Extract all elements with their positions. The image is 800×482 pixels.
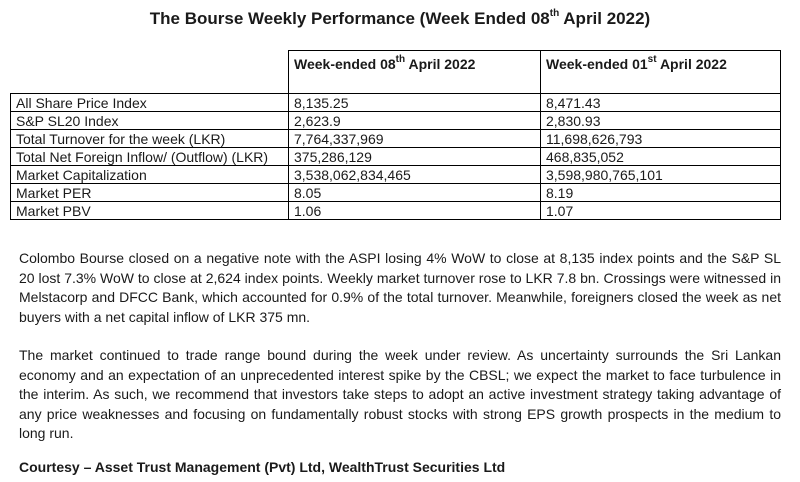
- page-title: [0, 9, 800, 29]
- row-label: Market PER: [11, 184, 289, 202]
- row-current-value: 7,764,337,969: [289, 130, 541, 148]
- row-previous-value: 11,698,626,793: [541, 130, 781, 148]
- table-header-row: [11, 51, 781, 94]
- table-row: [11, 184, 781, 202]
- header-current-suffix: April 2022: [405, 56, 476, 72]
- row-previous-value: 8.19: [541, 184, 781, 202]
- table-row: [11, 202, 781, 220]
- row-current-value: 8.05: [289, 184, 541, 202]
- market-outlook-paragraph: The market continued to trade range bound during the week under review. As uncertainty surrounds the Sri Lankan economy and an expectation of an unprecedented interest spike by the CBSL; we expect the market to face turbulence in the interim. As such, we recommend that investors take steps to adopt an active investment strategy taking advantage of any price weaknesses and focusing on fundamentally robust stocks with strong EPS growth prospects in the medium to long run.: [19, 347, 781, 441]
- header-current-week: [289, 51, 541, 94]
- row-label: Market Capitalization: [11, 166, 289, 184]
- row-current-value: 1.06: [289, 202, 541, 220]
- table-row: [11, 94, 781, 112]
- row-label: All Share Price Index: [11, 94, 289, 112]
- header-current-prefix: Week-ended 08: [294, 56, 396, 72]
- row-label: Market PBV: [11, 202, 289, 220]
- courtesy-line: Courtesy – Asset Trust Management (Pvt) Ltd, WealthTrust Securities Ltd: [19, 459, 506, 475]
- row-current-value: 3,538,062,834,465: [289, 166, 541, 184]
- performance-table: [10, 50, 781, 220]
- market-summary-paragraph: Colombo Bourse closed on a negative note with the ASPI losing 4% WoW to close at 8,135 index points and the S&P SL 20 lost 7.3% WoW to close at 2,624 index points. Weekly market turnover rose to LKR 7.8 bn. Crossings were witnessed in Melstacorp and DFCC Bank, which accounted for 0.9% of the total turnover. Meanwhile, foreigners closed the week as net buyers with a net capital inflow of LKR 375 mn.: [19, 250, 781, 325]
- row-previous-value: 3,598,980,765,101: [541, 166, 781, 184]
- header-previous-week: [541, 51, 781, 94]
- row-previous-value: 468,835,052: [541, 148, 781, 166]
- header-blank-cell: [11, 51, 289, 94]
- header-previous-sup: st: [647, 54, 657, 66]
- row-label: Total Turnover for the week (LKR): [11, 130, 289, 148]
- header-current-sup: th: [395, 54, 406, 66]
- row-label: Total Net Foreign Inflow/ (Outflow) (LKR): [11, 148, 289, 166]
- title-prefix: The Bourse Weekly Performance (Week Ended 08: [149, 9, 550, 28]
- header-previous-suffix: April 2022: [656, 56, 727, 72]
- table-row: [11, 130, 781, 148]
- title-superscript: th: [549, 8, 560, 20]
- row-label: S&P SL20 Index: [11, 112, 289, 130]
- table-row: [11, 148, 781, 166]
- table-row: [11, 166, 781, 184]
- row-previous-value: 8,471.43: [541, 94, 781, 112]
- row-current-value: 8,135.25: [289, 94, 541, 112]
- title-suffix: April 2022): [559, 9, 651, 28]
- row-current-value: 375,286,129: [289, 148, 541, 166]
- row-previous-value: 2,830.93: [541, 112, 781, 130]
- header-previous-prefix: Week-ended 01: [546, 56, 648, 72]
- row-current-value: 2,623.9: [289, 112, 541, 130]
- table-row: [11, 112, 781, 130]
- row-previous-value: 1.07: [541, 202, 781, 220]
